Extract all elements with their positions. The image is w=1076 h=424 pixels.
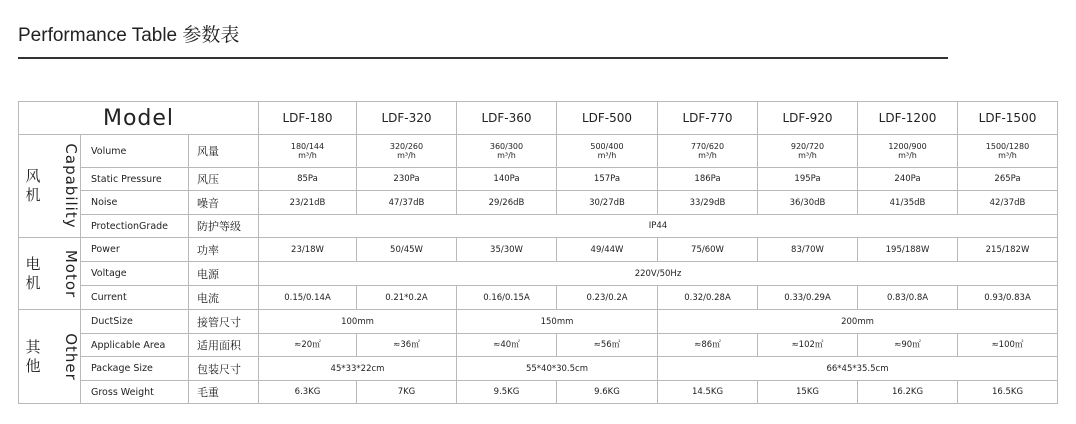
group-en-label: Capability	[62, 143, 80, 229]
row-label-en: Noise	[81, 191, 189, 215]
volume-value: 1200/900	[888, 142, 927, 151]
row-label-en: Static Pressure	[81, 168, 189, 191]
row-label-en: Applicable Area	[81, 334, 189, 357]
gross-weight-value: 15KG	[758, 381, 858, 404]
static-pressure-value: 230Pa	[357, 168, 457, 191]
volume-unit: m³/h	[597, 151, 617, 160]
noise-value: 29/26dB	[457, 191, 557, 215]
applicable-area-value: ≈86㎡	[658, 334, 758, 357]
noise-value: 47/37dB	[357, 191, 457, 215]
volume-row	[19, 135, 1058, 168]
volume-unit: m³/h	[798, 151, 817, 160]
noise-row	[19, 191, 1058, 215]
volume-value: 770/620	[690, 142, 725, 151]
page-title: Performance Table 参数表	[18, 25, 240, 46]
group-en-label: Other	[62, 332, 80, 381]
volume-value: 1500/1280	[985, 142, 1030, 151]
noise-value: 23/21dB	[259, 191, 357, 215]
protection-grade-row	[19, 215, 1058, 238]
group-cn-label: 其他	[25, 337, 41, 375]
current-value: 0.21*0.2A	[357, 286, 457, 310]
noise-value: 41/35dB	[858, 191, 958, 215]
row-label-cn: 风量	[189, 135, 259, 168]
model-name: LDF-1200	[858, 102, 958, 135]
model-name: LDF-770	[658, 102, 758, 135]
model-name: LDF-1500	[958, 102, 1058, 135]
static-pressure-value: 157Pa	[557, 168, 658, 191]
volume-value: 920/720	[790, 142, 825, 151]
gross-weight-value: 9.6KG	[557, 381, 658, 404]
volume-cell	[457, 135, 557, 168]
volume-value: 180/144	[290, 142, 325, 151]
current-value: 0.16/0.15A	[457, 286, 557, 310]
static-pressure-value: 265Pa	[958, 168, 1058, 191]
volume-unit: m³/h	[497, 151, 516, 160]
applicable-area-value: ≈102㎡	[758, 334, 858, 357]
noise-value: 30/27dB	[557, 191, 658, 215]
gross-weight-value: 9.5KG	[457, 381, 557, 404]
power-value: 49/44W	[557, 238, 658, 262]
volume-cell	[357, 135, 457, 168]
model-row	[19, 102, 1058, 135]
duct-size-value: 150mm	[457, 310, 658, 334]
volume-unit: m³/h	[698, 151, 717, 160]
static-pressure-value: 195Pa	[758, 168, 858, 191]
current-value: 0.93/0.83A	[958, 286, 1058, 310]
applicable-area-row	[19, 334, 1058, 357]
applicable-area-value: ≈36㎡	[357, 334, 457, 357]
volume-value: 360/300	[489, 142, 524, 151]
row-label-cn: 接管尺寸	[189, 310, 259, 334]
power-value: 75/60W	[658, 238, 758, 262]
row-label-en: Gross Weight	[81, 381, 189, 404]
group-other	[19, 310, 81, 404]
volume-cell	[958, 135, 1058, 168]
duct-size-value: 200mm	[658, 310, 1058, 334]
row-label-en: Voltage	[81, 262, 189, 286]
voltage-row	[19, 262, 1058, 286]
package-size-value: 66*45*35.5cm	[658, 357, 1058, 381]
volume-unit: m³/h	[298, 151, 317, 160]
current-row	[19, 286, 1058, 310]
row-label-cn: 毛重	[189, 381, 259, 404]
volume-cell	[658, 135, 758, 168]
row-label-en: Current	[81, 286, 189, 310]
gross-weight-value: 14.5KG	[658, 381, 758, 404]
current-value: 0.15/0.14A	[259, 286, 357, 310]
duct-size-value: 100mm	[259, 310, 457, 334]
applicable-area-value: ≈20㎡	[259, 334, 357, 357]
duct-size-row	[19, 310, 1058, 334]
noise-value: 33/29dB	[658, 191, 758, 215]
row-label-en: DuctSize	[81, 310, 189, 334]
title-divider	[18, 57, 948, 59]
volume-unit: m³/h	[898, 151, 917, 160]
applicable-area-value: ≈56㎡	[557, 334, 658, 357]
gross-weight-value: 16.2KG	[858, 381, 958, 404]
static-pressure-row	[19, 168, 1058, 191]
volume-cell	[758, 135, 858, 168]
row-label-cn: 电流	[189, 286, 259, 310]
package-size-value: 45*33*22cm	[259, 357, 457, 381]
static-pressure-value: 186Pa	[658, 168, 758, 191]
power-value: 215/182W	[958, 238, 1058, 262]
power-row	[19, 238, 1058, 262]
static-pressure-value: 85Pa	[259, 168, 357, 191]
volume-value: 320/260	[389, 142, 424, 151]
group-cn-label: 风机	[25, 167, 41, 204]
row-label-en: Power	[81, 238, 189, 262]
current-value: 0.83/0.8A	[858, 286, 958, 310]
applicable-area-value: ≈40㎡	[457, 334, 557, 357]
power-value: 35/30W	[457, 238, 557, 262]
current-value: 0.23/0.2A	[557, 286, 658, 310]
group-capability	[19, 135, 81, 238]
model-header: Model	[19, 102, 259, 135]
power-value: 83/70W	[758, 238, 858, 262]
volume-unit: m³/h	[397, 151, 416, 160]
gross-weight-value: 7KG	[357, 381, 457, 404]
volume-unit: m³/h	[998, 151, 1017, 160]
gross-weight-row	[19, 381, 1058, 404]
model-name: LDF-320	[357, 102, 457, 135]
power-value: 195/188W	[858, 238, 958, 262]
row-label-en: ProtectionGrade	[81, 215, 189, 238]
performance-table	[18, 101, 1058, 404]
group-motor	[19, 238, 81, 310]
model-name: LDF-920	[758, 102, 858, 135]
package-size-value: 55*40*30.5cm	[457, 357, 658, 381]
model-name: LDF-500	[557, 102, 658, 135]
applicable-area-value: ≈90㎡	[858, 334, 958, 357]
group-cn-label: 电机	[25, 254, 41, 292]
volume-value: 500/400	[590, 142, 624, 151]
applicable-area-value: ≈100㎡	[958, 334, 1058, 357]
row-label-en: Package Size	[81, 357, 189, 381]
static-pressure-value: 240Pa	[858, 168, 958, 191]
gross-weight-value: 16.5KG	[958, 381, 1058, 404]
group-en-label: Motor	[62, 249, 80, 298]
row-label-en: Volume	[81, 135, 189, 168]
power-value: 50/45W	[357, 238, 457, 262]
volume-cell	[858, 135, 958, 168]
volume-cell	[557, 135, 658, 168]
noise-value: 36/30dB	[758, 191, 858, 215]
voltage-value: 220V/50Hz	[259, 262, 1058, 286]
gross-weight-value: 6.3KG	[259, 381, 357, 404]
current-value: 0.33/0.29A	[758, 286, 858, 310]
row-label-cn: 风压	[189, 168, 259, 191]
current-value: 0.32/0.28A	[658, 286, 758, 310]
row-label-cn: 防护等级	[189, 215, 259, 238]
power-value: 23/18W	[259, 238, 357, 262]
model-name: LDF-360	[457, 102, 557, 135]
row-label-cn: 功率	[189, 238, 259, 262]
package-size-row	[19, 357, 1058, 381]
row-label-cn: 噪音	[189, 191, 259, 215]
row-label-cn: 适用面积	[189, 334, 259, 357]
protection-grade-value: IP44	[259, 215, 1058, 238]
static-pressure-value: 140Pa	[457, 168, 557, 191]
noise-value: 42/37dB	[958, 191, 1058, 215]
row-label-cn: 包装尺寸	[189, 357, 259, 381]
row-label-cn: 电源	[189, 262, 259, 286]
model-name: LDF-180	[259, 102, 357, 135]
volume-cell	[259, 135, 357, 168]
